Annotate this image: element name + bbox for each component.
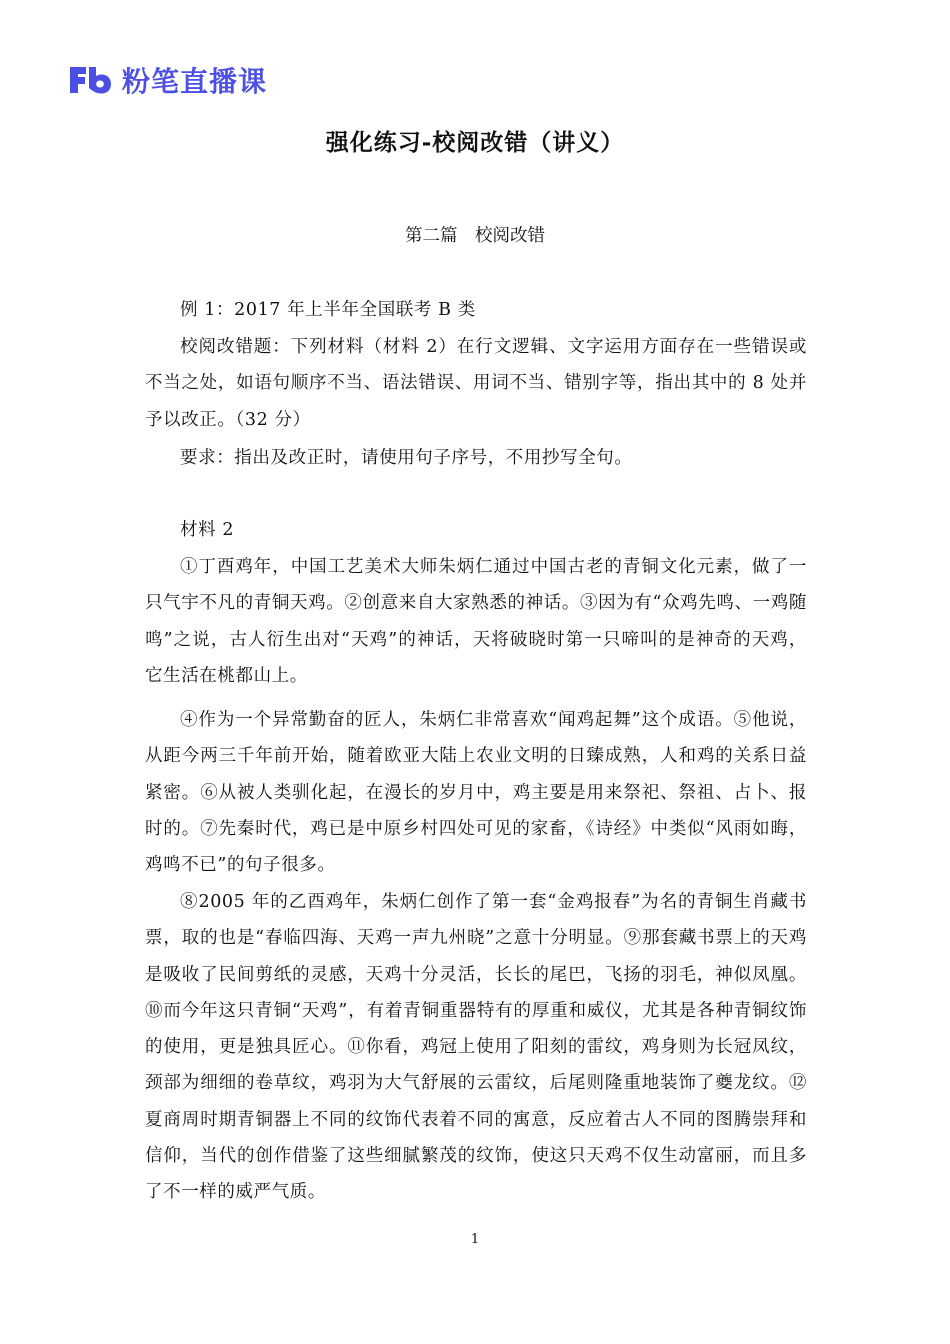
task-paragraph: 校阅改错题：下列材料（材料 2）在行文逻辑、文字运用方面存在一些错误或不当之处，如语句顺序不当、语法错误、用词不当、错别字等，指出其中的 8 处并予以改正。（32 分） [145, 337, 807, 430]
fb-logo-icon [68, 65, 112, 95]
page-number: 1 [470, 1232, 480, 1247]
material-paragraph-1: ①丁酉鸡年，中国工艺美术大师朱炳仁通过中国古老的青铜文化元素，做了一只气宇不凡的青铜天鸡。②创意来自大家熟悉的神话。③因为有“众鸡先鸣、一鸡随鸣”之说，古人衍生出对“天鸡”的神话，天将破晓时第一只啼叫的是神奇的天鸡，它生活在桃都山上。 [145, 557, 807, 686]
material-label: 材料 2 [180, 520, 235, 540]
requirement-paragraph: 要求：指出及改正时，请使用句子序号，不用抄写全句。 [180, 448, 633, 468]
section-heading: 第二篇 校阅改错 [405, 226, 545, 246]
document-title: 强化练习-校阅改错（讲义） [325, 129, 625, 156]
material-paragraph-2: ④作为一个异常勤奋的匠人，朱炳仁非常喜欢“闻鸡起舞”这个成语。⑤他说，从距今两三千年前开始，随着欧亚大陆上农业文明的日臻成熟，人和鸡的关系日益紧密。⑥从被人类驯化起，在漫长的岁月中，鸡主要是用来祭祀、祭祖、占卜、报时的。⑦先秦时代，鸡已是中原乡村四处可见的家畜，《诗经》中类似“风雨如晦，鸡鸣不已”的句子很多。 [145, 710, 807, 876]
brand-text: 粉笔直播课 [122, 65, 268, 98]
material-paragraph-3: ⑧2005 年的乙酉鸡年，朱炳仁创作了第一套“金鸡报春”为名的青铜生肖藏书票，取的也是“春临四海、天鸡一声九州晓”之意十分明显。⑨那套藏书票上的天鸡是吸收了民间剪纸的灵感，天鸡十分灵活，长长的尾巴，飞扬的羽毛，神似凤凰。⑩而今年这只青铜“天鸡”，有着青铜重器特有的厚重和威仪，尤其是各种青铜纹饰的使用，更是独具匠心。⑪你看，鸡冠上使用了阳刻的雷纹，鸡身则为长冠凤纹，颈部为细细的卷草纹，鸡羽为大气舒展的云雷纹，后尾则隆重地装饰了夔龙纹。⑫夏商周时期青铜器上不同的纹饰代表着不同的寓意，反应着古人不同的图腾崇拜和信仰，当代的创作借鉴了这些细腻繁茂的纹饰，使这只天鸡不仅生动富丽，而且多了不一样的威严气质。 [145, 892, 807, 1203]
brand-logo[interactable] [68, 62, 267, 98]
example-line: 例 1：2017 年上半年全国联考 B 类 [180, 300, 476, 320]
